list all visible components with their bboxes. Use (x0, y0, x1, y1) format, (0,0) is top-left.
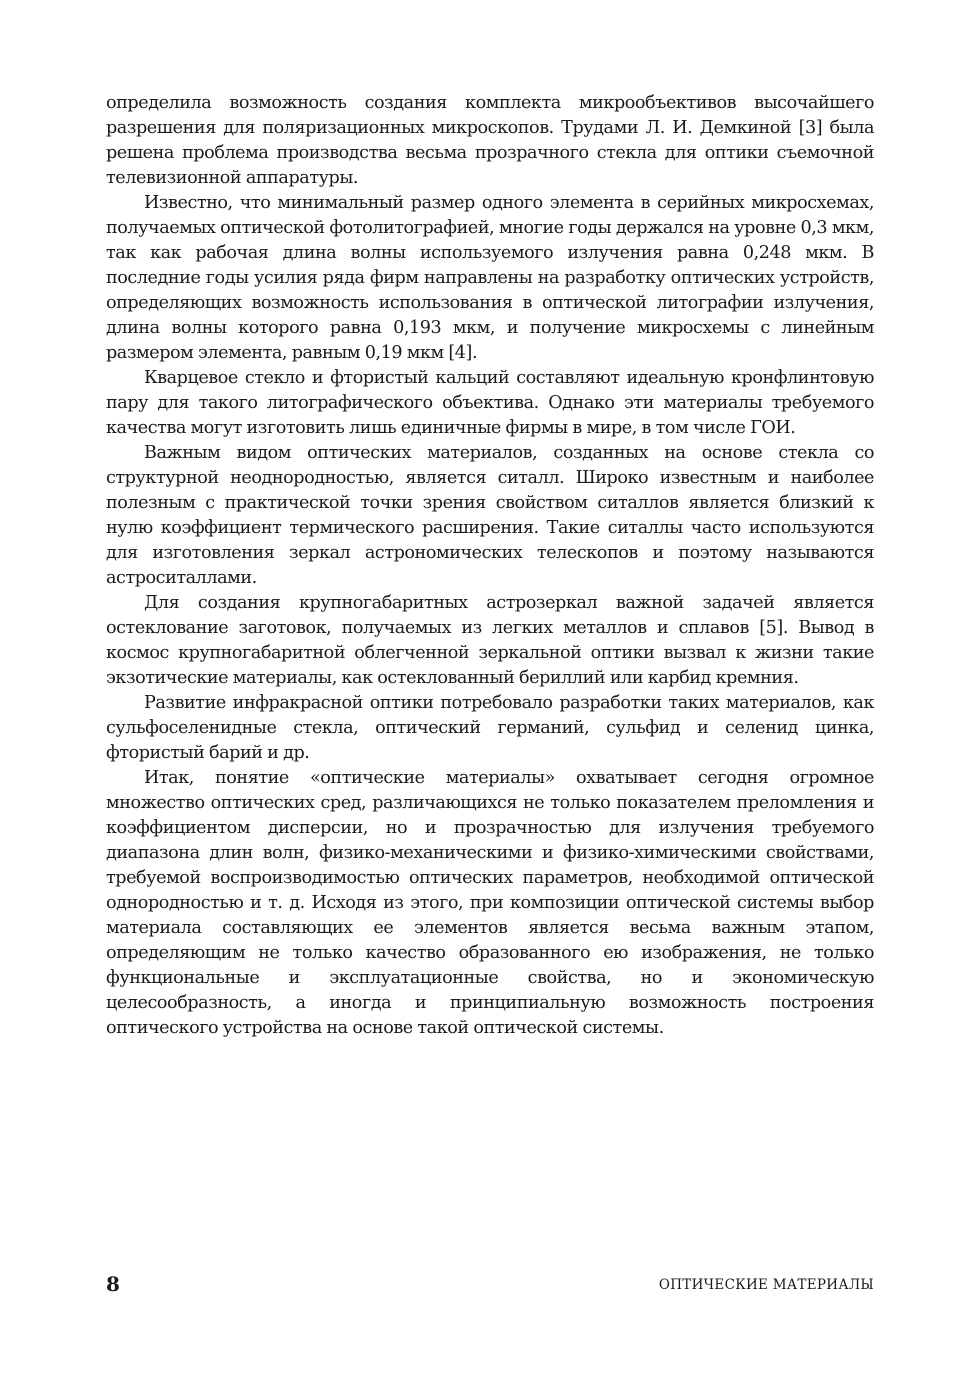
running-title: ОПТИЧЕСКИЕ МАТЕРИАЛЫ (658, 1277, 874, 1293)
page-footer (106, 1272, 874, 1300)
paragraph-microchip-size: Известно, что минимальный размер одного элемента в серийных микросхемах, получаемых оптической фотолитографией, многие годы держался на уровне 0,3 мкм, так как рабочая длина волны используемого излучения равна 0,248 мкм. В последние годы усилия ряда фирм направлены на разработку оптических устройств, определяющих возможность использования в оптической литографии излучения, длина волны которого равна 0,193 мкм, и получение микросхемы с линейным размером элемента, равным 0,19 мкм [4]. (106, 193, 874, 363)
paragraph-sitall: Важным видом оптических материалов, созданных на основе стекла со структурной неоднородностью, является ситалл. Широко известным и наиболее полезным с практической точки зрения свойством ситаллов является близкий к нулю коэффициент термического расширения. Такие ситаллы часто используются для изготовления зеркал астрономических телескопов и поэтому называются астроситаллами. (106, 443, 874, 588)
paragraph-conclusion: Итак, понятие «оптические материалы» охватывает сегодня огромное множество оптических сред, различающихся не только показателем преломления и коэффициентом дисперсии, но и прозрачностью для излучения требуемого диапазона длин волн, физико-механическими и физико-химическими свойствами, требуемой воспроизводимостью оптических параметров, необходимой оптической однородностью и т. д. Исходя из этого, при композиции оптической системы выбор материала составляющих ее элементов является весьма важным этапом, определяющим не только качество образованного ею изображения, не только функциональные и эксплуатационные свойства, но и экономическую целесообразность, а иногда и принципиальную возможность построения оптического устройства на основе такой оптической системы. (106, 768, 874, 1038)
page-number: 8 (106, 1272, 120, 1296)
body-text (106, 91, 874, 1041)
paragraph-quartz-glass: Кварцевое стекло и фтористый кальций составляют идеальную кронфлинтовую пару для такого литографического объектива. Однако эти материалы требуемого качества могут изготовить лишь единичные фирмы в мире, в том числе ГОИ. (106, 368, 874, 438)
paragraph-infrared-optics: Развитие инфракрасной оптики потребовало разработки таких материалов, как сульфоселенидные стекла, оптический германий, сульфид и селенид цинка, фтористый барий и др. (106, 693, 874, 763)
paragraph-continuation: определила возможность создания комплекта микрообъективов высочайшего разрешения для поляризационных микроскопов. Трудами Л. И. Демкиной [3] была решена проблема производства весьма прозрачного стекла для оптики съемочной телевизионной аппаратуры. (106, 93, 874, 188)
paragraph-astromirrors: Для создания крупногабаритных астрозеркал важной задачей является остеклование заготовок, получаемых из легких металлов и сплавов [5]. Вывод в космос крупногабаритной облегченной зеркальной оптики вызвал к жизни такие экзотические материалы, как остеклованный бериллий или карбид кремния. (106, 593, 874, 688)
